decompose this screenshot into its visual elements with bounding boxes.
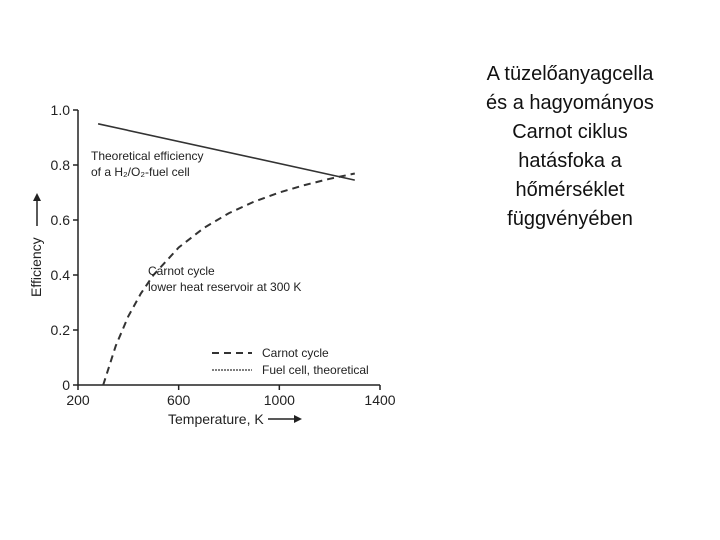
- y-tick-label: 0.6: [50, 212, 70, 228]
- x-tick-label: 200: [66, 392, 90, 408]
- y-tick-label: 0.4: [50, 267, 70, 283]
- caption-line: függvényében: [507, 208, 633, 230]
- caption-line: hatásfoka a: [518, 150, 622, 172]
- annotation-fuel-cell-line1: Theoretical efficiency: [91, 149, 204, 163]
- annotation-carnot-line2: lower heat reservoir at 300 K: [148, 280, 302, 294]
- legend: [212, 346, 369, 377]
- annotation-fuel-cell-line2: of a H₂/O₂-fuel cell: [91, 165, 190, 179]
- caption-line: és a hagyományos: [486, 92, 654, 114]
- legend-label-fuel-cell: Fuel cell, theoretical: [262, 363, 369, 377]
- legend-label-carnot-cycle: Carnot cycle: [262, 346, 329, 360]
- caption-line: hőmérséklet: [515, 179, 625, 201]
- y-tick-label: 1.0: [50, 102, 70, 118]
- x-tick-label: 1400: [364, 392, 396, 408]
- y-tick-label: 0: [62, 377, 70, 393]
- x-tick-label: 1000: [263, 392, 295, 408]
- y-tick-label: 0.8: [50, 157, 70, 173]
- caption-text: [450, 60, 690, 234]
- x-axis-label: Temperature, K: [168, 411, 264, 427]
- x-tick-label: 600: [166, 392, 191, 408]
- caption-line: Carnot ciklus: [512, 121, 628, 143]
- caption-line: A tüzelőanyagcella: [486, 63, 654, 85]
- y-axis-arrowhead: [33, 193, 41, 201]
- x-axis-arrowhead: [294, 415, 302, 423]
- y-tick-label: 0.2: [50, 322, 70, 338]
- y-axis-label: Efficiency: [28, 237, 44, 297]
- annotation-carnot-line1: Carnot cycle: [148, 264, 215, 278]
